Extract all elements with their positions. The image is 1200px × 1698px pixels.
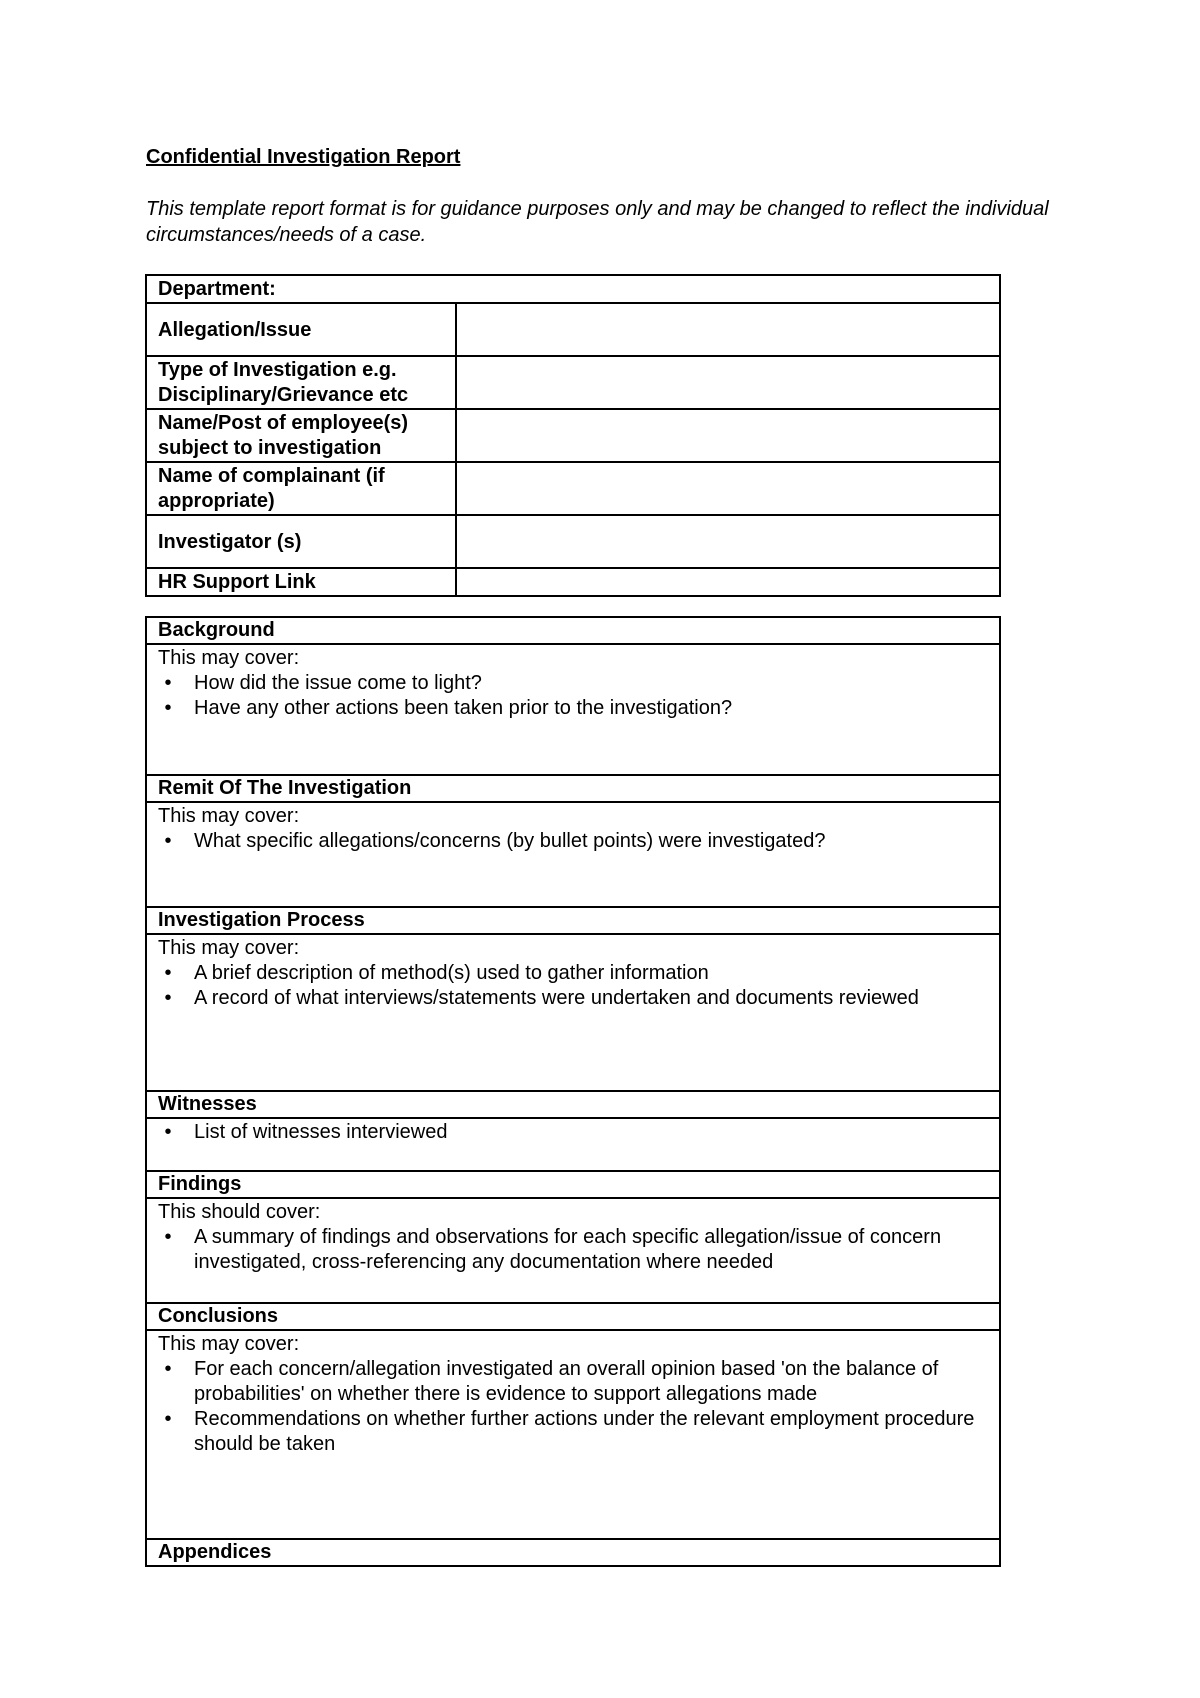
bullet-icon: • [164, 672, 172, 694]
list-item: • A brief description of method(s) used to gather information [158, 961, 988, 986]
list-item: • A record of what interviews/statements were undertaken and documents reviewed [158, 986, 988, 1011]
findings-bullets [158, 1225, 988, 1275]
bullet-icon: • [164, 1121, 172, 1143]
list-item: • How did the issue come to light? [158, 671, 988, 696]
list-item: • List of witnesses interviewed [158, 1120, 988, 1145]
findings-intro: This should cover: [158, 1201, 321, 1223]
process-intro: This may cover: [158, 937, 300, 959]
section-body-row [146, 802, 1000, 907]
intro-text: This template report format is for guidance purposes only and may be changed to reflect the individual circumstances/needs of a case. [146, 198, 1049, 246]
witnesses-bullets [158, 1120, 988, 1145]
investigator-value[interactable] [456, 515, 1000, 568]
department-label: Department: [146, 275, 1000, 303]
section-heading-row [146, 1303, 1000, 1330]
allegation-value[interactable] [456, 303, 1000, 356]
list-item: • Have any other actions been taken prior to the investigation? [158, 696, 988, 721]
bullet-icon: • [164, 1226, 172, 1248]
employee-value[interactable] [456, 409, 1000, 462]
detail-row [146, 303, 1000, 356]
section-heading-row [146, 1171, 1000, 1198]
witnesses-body[interactable] [146, 1118, 1000, 1171]
section-heading-row [146, 1091, 1000, 1118]
detail-row [146, 462, 1000, 515]
remit-bullets [158, 829, 988, 854]
employee-label: Name/Post of employee(s) subject to investigation [146, 409, 456, 462]
list-item: • Recommendations on whether further actions under the relevant employment procedure should be taken [158, 1407, 988, 1457]
bullet-icon: • [164, 1408, 172, 1430]
process-heading: Investigation Process [146, 907, 1000, 934]
process-bullets [158, 961, 988, 1011]
section-heading-row [146, 617, 1000, 644]
bullet-icon: • [164, 962, 172, 984]
hr-support-value[interactable] [456, 568, 1000, 596]
bullet-icon: • [164, 830, 172, 852]
document-title: Confidential Investigation Report [146, 146, 461, 168]
conclusions-intro: This may cover: [158, 1333, 300, 1355]
detail-row [146, 356, 1000, 409]
section-heading-row [146, 1539, 1000, 1566]
process-body[interactable] [146, 934, 1000, 1091]
findings-body[interactable] [146, 1198, 1000, 1303]
conclusions-heading: Conclusions [146, 1303, 1000, 1330]
section-body-row [146, 1198, 1000, 1303]
detail-row [146, 568, 1000, 596]
background-heading: Background [146, 617, 1000, 644]
section-body-row [146, 1118, 1000, 1171]
section-body-row [146, 934, 1000, 1091]
remit-intro: This may cover: [158, 805, 300, 827]
bullet-icon: • [164, 697, 172, 719]
detail-row [146, 515, 1000, 568]
appendices-heading: Appendices [146, 1539, 1000, 1566]
bullet-icon: • [164, 1358, 172, 1380]
section-body-row [146, 644, 1000, 775]
witnesses-heading: Witnesses [146, 1091, 1000, 1118]
background-intro: This may cover: [158, 647, 300, 669]
detail-row [146, 409, 1000, 462]
background-bullets [158, 671, 988, 721]
conclusions-body[interactable] [146, 1330, 1000, 1539]
sections-table [145, 616, 1001, 1567]
complainant-label: Name of complainant (if appropriate) [146, 462, 456, 515]
remit-body[interactable] [146, 802, 1000, 907]
allegation-label: Allegation/Issue [146, 303, 456, 356]
conclusions-bullets [158, 1357, 988, 1457]
findings-heading: Findings [146, 1171, 1000, 1198]
section-body-row [146, 1330, 1000, 1539]
remit-heading: Remit Of The Investigation [146, 775, 1000, 802]
list-item: • For each concern/allegation investigated an overall opinion based 'on the balance of probabilities' on whether there is evidence to support allegations made [158, 1357, 988, 1407]
section-heading-row [146, 775, 1000, 802]
bullet-icon: • [164, 987, 172, 1009]
list-item: • A summary of findings and observations for each specific allegation/issue of concern investigated, cross-referencing any documentation where needed [158, 1225, 988, 1275]
details-table [145, 274, 1001, 597]
investigation-type-label: Type of Investigation e.g. Disciplinary/Grievance etc [146, 356, 456, 409]
complainant-value[interactable] [456, 462, 1000, 515]
background-body[interactable] [146, 644, 1000, 775]
investigator-label: Investigator (s) [146, 515, 456, 568]
section-heading-row [146, 907, 1000, 934]
list-item: • What specific allegations/concerns (by bullet points) were investigated? [158, 829, 988, 854]
investigation-type-value[interactable] [456, 356, 1000, 409]
department-row [146, 275, 1000, 303]
hr-support-label: HR Support Link [146, 568, 456, 596]
